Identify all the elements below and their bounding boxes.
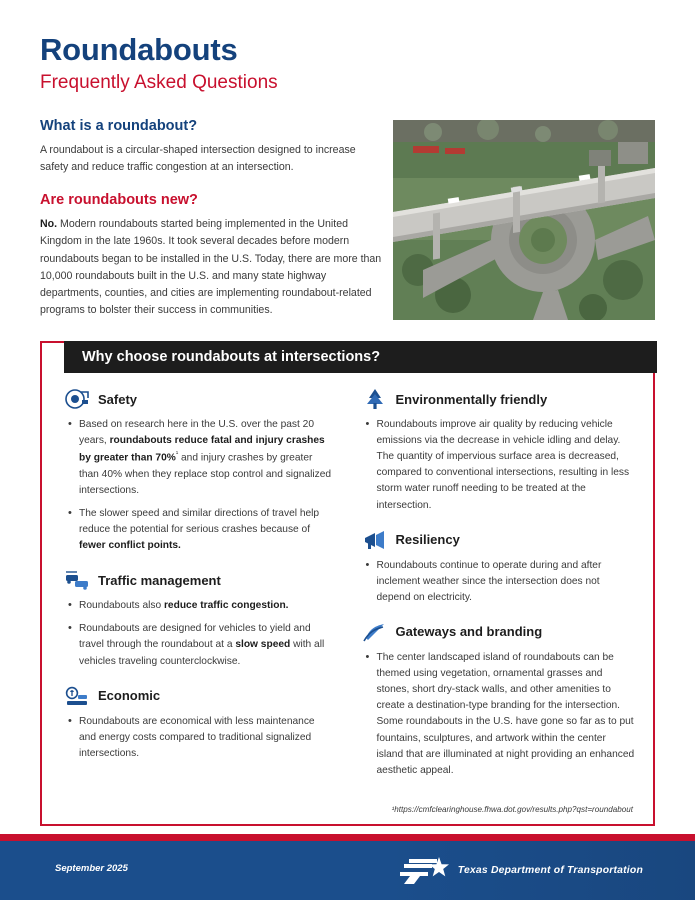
topic-header — [362, 528, 636, 552]
page-subtitle: Frequently Asked Questions — [40, 71, 278, 93]
agency-name: Texas Department of Transportation — [457, 864, 643, 876]
topic-bullet-list — [64, 714, 334, 762]
footnote: ¹https://cmfclearinghouse.fhwa.dot.gov/results.php?qst=roundabout — [391, 805, 633, 814]
redbox-heading: Why choose roundabouts at intersections? — [64, 341, 657, 373]
question-1-answer: A roundabout is a circular-shaped intersection designed to increase safety and reduce traffic congestion at an intersection. — [40, 144, 356, 174]
list-item: • Based on research here in the U.S. over the past 20 years, roundabouts reduce fatal and injury crashes by greater than 70%$^{^1}$ and injury crashes by greater than 40% when they replace stop control and signalized intersections. — [66, 417, 334, 499]
gateways-branding-icon — [362, 620, 388, 644]
topic-gateways-and-branding — [362, 620, 636, 779]
document-footer — [0, 841, 695, 900]
topic-header — [64, 568, 334, 592]
intro-section — [40, 118, 385, 335]
list-item: • Roundabouts also reduce traffic congestion. — [66, 598, 334, 614]
topic-title: Economic — [98, 688, 161, 704]
footer-red-rule — [0, 834, 695, 841]
topic-title: Gateways and branding — [395, 624, 543, 640]
topic-resiliency — [362, 528, 636, 606]
traffic-management-icon — [64, 568, 90, 592]
publication-date: September 2025 — [55, 863, 128, 874]
topic-bullet-list — [362, 417, 636, 514]
topic-bullet-list — [64, 598, 334, 669]
topic-header — [64, 684, 334, 708]
topic-title: Environmentally friendly — [395, 391, 548, 407]
topic-header — [362, 620, 636, 644]
topic-title: Safety — [98, 391, 138, 407]
safety-icon — [64, 387, 90, 411]
list-item: • The slower speed and similar directions of travel help reduce the potential for serious crashes because of fewer conflict points. — [66, 506, 334, 554]
question-1-heading: What is a roundabout? — [40, 118, 198, 134]
topic-bullet-list — [362, 558, 636, 606]
roundabout-aerial-photo — [393, 120, 655, 320]
page-title: Roundabouts — [40, 32, 238, 67]
photo-illustration — [393, 120, 655, 320]
topic-safety — [64, 387, 334, 554]
topic-bullet-list — [64, 417, 334, 554]
txdot-star-icon — [398, 855, 450, 885]
topic-environmentally-friendly — [362, 387, 636, 514]
why-choose-roundabouts-box — [40, 341, 655, 826]
question-2-body: Modern roundabouts started being implemented in the United Kingdom in the late 1960s. It took several decades before modern roundabouts began to be installed in the U.S. Today, there are more than 10,000 roundabouts built in the U.S. and many state highway departments, counties, and cities are implementing roundabout-related programs to bolster their success in communities. — [40, 218, 382, 317]
topic-title: Traffic management — [98, 572, 221, 588]
economic-icon — [64, 684, 90, 708]
topic-economic — [64, 684, 334, 762]
question-2-lead: No. — [40, 218, 58, 231]
environment-icon — [362, 387, 388, 411]
question-2-heading: Are roundabouts new? — [40, 192, 198, 209]
resiliency-icon — [362, 528, 388, 552]
list-item: • Roundabouts are economical with less maintenance and energy costs compared to traditional signalized intersections. — [66, 714, 334, 762]
right-column — [348, 379, 654, 793]
document-header — [40, 34, 660, 93]
topic-header — [362, 387, 636, 411]
topic-header — [64, 387, 334, 411]
list-item: • The center landscaped island of roundabouts can be themed using vegetation, ornamental grasses and stones, short dry-stack walls, and other amenities to create a destination-type branding for the intersection. Some roundabouts in the U.S. have gone so far as to put fountains, sculptures, and artwork within the center island that are illuminated at night providing an enhanced aesthetic appeal. — [364, 650, 636, 779]
topic-title: Resiliency — [395, 532, 460, 548]
topic-traffic-management — [64, 568, 334, 669]
list-item: • Roundabouts improve air quality by reducing vehicle emissions via the decrease in vehicle idling and delay. The quantity of impervious surface area is decreased, compared to conventional intersections, resulting in less storm water runoff needing to be treated at the intersection. — [364, 417, 636, 514]
topic-bullet-list — [362, 650, 636, 779]
list-item: • Roundabouts are designed for vehicles to yield and travel through the roundabout at a slow speed with all vehicles traveling counterclockwise. — [66, 621, 334, 669]
topic-columns — [42, 379, 653, 793]
list-item: • Roundabouts continue to operate during and after inclement weather since the intersection does not depend on electricity. — [364, 558, 636, 606]
question-2-answer — [40, 216, 385, 319]
left-column — [42, 379, 348, 793]
txdot-logo — [398, 855, 643, 885]
